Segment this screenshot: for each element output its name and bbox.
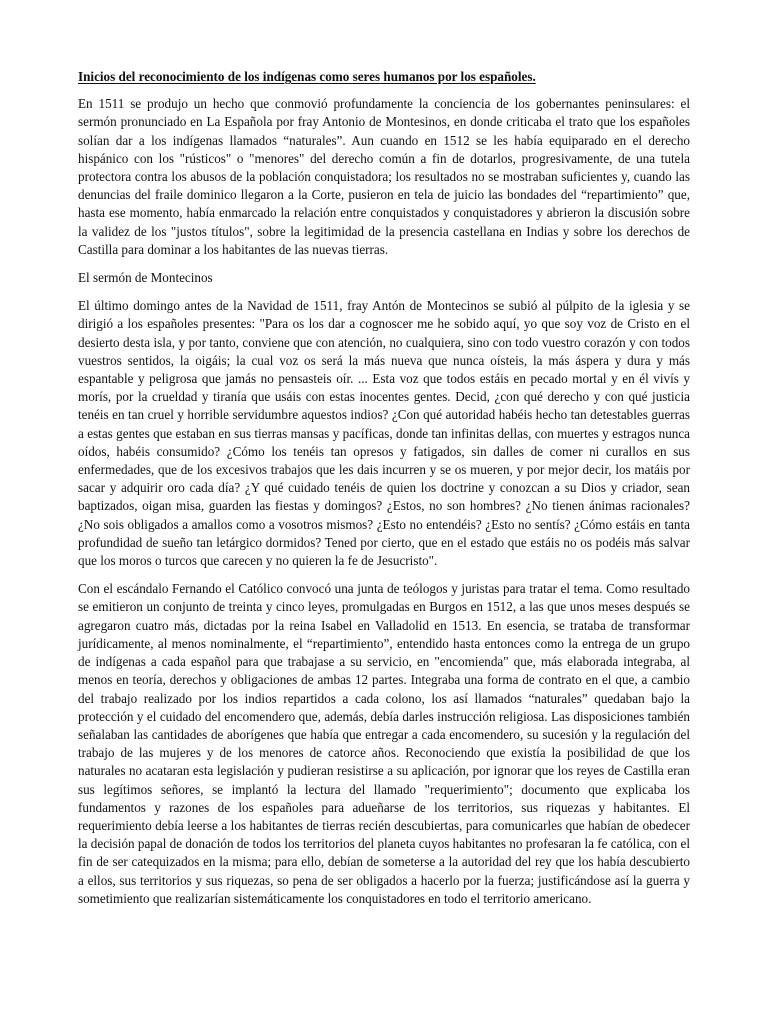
paragraph-intro: En 1511 se produjo un hecho que conmovió profundamente la conciencia de los gobernantes peninsulares: el sermón pronunciado en La Española por fray Antonio de Montesinos, en donde criticaba el trato que los españoles solían dar a los indígenas llamados “naturales”. Aun cuando en 1512 se les había equiparado en el derecho hispánico con los "rústicos" o "menores" del derecho común a fin de dotarlos, progresivamente, de una tutela protectora contra los abusos de la población conquistadora; los resultados no se mostraban suficientes y, cuando las denuncias del fraile dominico llegaron a la Corte, pusieron en tela de juicio las bondades del “repartimiento” que, hasta ese momento, había enmarcado la relación entre conquistados y conquistadores y abrieron la discusión sobre la validez de los "justos títulos", sobre la legitimidad de la presencia castellana en Indias y sobre los derechos de Castilla para dominar a los habitantes de las nuevas tierras.: [78, 96, 690, 257]
section-subheading: El sermón de Montecinos: [78, 270, 213, 286]
paragraph-laws: Con el escándalo Fernando el Católico convocó una junta de teólogos y juristas para tratar el tema. Como resultado se emitieron un conjunto de treinta y cinco leyes, promulgadas en Burgos en 1512, a las que unos meses después se agregaron cuatro más, dictadas por la reina Isabel en Valladolid en 1513. En esencia, se trataba de transformar jurídicamente, al menos nominalmente, el “repartimiento”, entendido hasta entonces como la entrega de un grupo de indígenas a cada español para que trabajase a su servicio, en "encomienda" que, más elaborada integraba, al menos en teoría, derechos y obligaciones de ambas 12 partes. Integraba una forma de contrato en el que, a cambio del trabajo realizado por los indios repartidos a cada colono, los así llamados “naturales” quedaban bajo la protección y el cuidado del encomendero que, además, debía darles instrucción religiosa. Las disposiciones también señalaban las cantidades de aborígenes que había que entregar a cada encomendero, su sucesión y la regulación del trabajo de las mujeres y de los menores de catorce años. Reconociendo que existía la posibilidad de que los naturales no acataran esta legislación y pudieran resistirse a su aplicación, por ignorar que los reyes de Castilla eran sus legítimos señores, se implantó la lectura del llamado "requerimiento"; documento que explicaba los fundamentos y razones de los españoles para adueñarse de los territorios, sus riquezas y habitantes. El requerimiento debía leerse a los habitantes de tierras recién descubiertas, para comunicarles que habían de obedecer la decisión papal de donación de todos los territorios del planeta cuyos habitantes no profesaran la fe católica, con el fin de ser catequizados en la misma; para ello, debían de someterse a la autoridad del rey que los había descubierto a ellos, sus territorios y sus riquezas, so pena de ser obligados a hacerlo por la fuerza; justificándose así la guerra y sometimiento que realizarían sistemáticamente los conquistadores en todo el territorio americano.: [78, 581, 690, 906]
paragraph-sermon: El último domingo antes de la Navidad de 1511, fray Antón de Montecinos se subió al púlpito de la iglesia y se dirigió a los españoles presentes: "Para os los dar a cognoscer me he sobido aquí, yo que soy voz de Cristo en el desierto desta isla, y por tanto, conviene que con atención, no cualquiera, sino con todo vuestro corazón y con todos vuestros sentidos, la oigáis; la cual voz os será la más nueva que nunca oísteis, la más áspera y dura y más espantable y peligrosa que jamás no pensasteis oír. ... Esta voz que todos estáis en pecado mortal y en él vivís y morís, por la crueldad y tiranía que usáis con estas inocentes gentes. Decid, ¿con qué derecho y con qué justicia tenéis en tan cruel y horrible servidumbre aquestos indios? ¿Con qué autoridad habéis hecho tan detestables guerras a estas gentes que estaban en sus tierras mansas y pacíficas, donde tan infinitas dellas, con muertes y estragos nunca oídos, habéis consumido? ¿Cómo los tenéis tan opresos y fatigados, sin dalles de comer ni curallos en sus enfermedades, que de los excesivos trabajos que les dais incurren y se os mueren, y por mejor decir, los matáis por sacar y adquirir oro cada día? ¿Y qué cuidado tenéis de quien los doctrine y conozcan a su Dios y criador, sean baptizados, oigan misa, guarden las fiestas y domingos? ¿Estos, no son hombres? ¿No tienen ánimas racionales? ¿No sois obligados a amallos como a vosotros mismos? ¿Esto no entendéis? ¿Esto no sentís? ¿Cómo estáis en tanta profundidad de sueño tan letárgico dormidos? Tened por cierto, que en el estado que estáis no os podéis más salvar que los moros o turcos que carecen y no quieren la fe de Jesucristo".: [78, 298, 690, 569]
document-body: [78, 68, 690, 918]
document-heading: Inicios del reconocimiento de los indígenas como seres humanos por los españoles.: [78, 69, 536, 84]
